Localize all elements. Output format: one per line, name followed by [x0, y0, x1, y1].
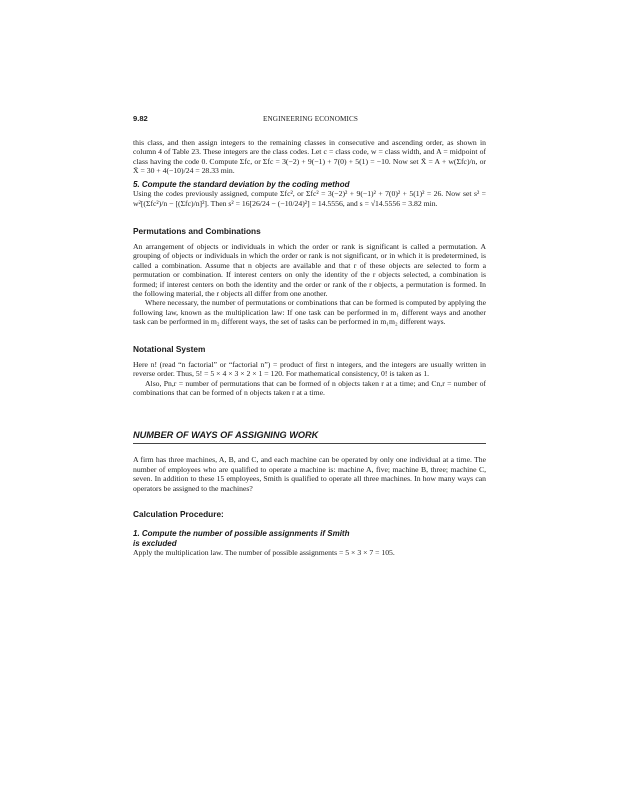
notation-paragraph-2: Also, Pn,r = number of permutations that can be formed of n objects taken r at a time; and Cn,r = number of combinations that can be formed of n objects taken r at a time.: [133, 378, 486, 397]
permutations-paragraph-2: Where necessary, the number of permutations or combinations that can be formed is computed by applying the following law, known as the multiplication law: If one task can be performed in m₁ different ways and another task can be performed in m₂ different ways, the set of tasks can be performed in m₁m₂ different ways.: [133, 298, 486, 327]
page-header: [133, 113, 488, 125]
page-number: 9.82: [133, 114, 148, 123]
section-heading: NUMBER OF WAYS OF ASSIGNING WORK: [133, 430, 319, 441]
step-5-heading: 5. Compute the standard deviation by the coding method: [133, 179, 350, 189]
intro-paragraph: this class, and then assign integers to the remaining classes in consecutive and ascending order, as shown in column 4 of Table 23. These integers are the class codes. Let c = class code, w = class width, and A = midpoint of class having the code 0. Compute Σfc, or Σfc = 3(−2) + 9(−1) + 7(0) + 5(1) = −10. Now set X̄ = A + w(Σfc)/n, or X̄ = 30 + 4(−10)/24 = 28.33 min.: [133, 138, 486, 176]
notation-heading: Notational System: [133, 343, 206, 354]
step-1-heading-line-2: is excluded: [133, 538, 177, 548]
permutations-paragraph-1: An arrangement of objects or individuals in which the order or rank is significant is called a permutation. A grouping of objects or individuals in which the order or rank is not significant, or in which it is predetermined, is called a combination. Assume that n objects are available and that r of these objects are selected to form a permutation or combination. If interest centers on only the identity of the r objects selected, a combination is formed; if interest centers on both the identity and the order or rank of the r objects, a permutation is formed. In the following material, the r objects all differ from one another.: [133, 242, 486, 299]
work-paragraph: A firm has three machines, A, B, and C, and each machine can be operated by only one individual at a time. The number of employees who are qualified to operate a machine is: machine A, five; machine B, three; machine C, seven. In addition to these 15 employees, Smith is qualified to operate all three machines. In how many ways can operators be assigned to the machines?: [133, 455, 486, 493]
step-1-heading-line-1: 1. Compute the number of possible assignments if Smith: [133, 528, 350, 538]
page-body: [133, 138, 486, 558]
running-title: ENGINEERING ECONOMICS: [263, 115, 358, 123]
permutations-heading: Permutations and Combinations: [133, 226, 261, 237]
step-1-paragraph: Apply the multiplication law. The number of possible assignments = 5 × 3 × 7 = 105.: [133, 548, 395, 558]
notation-paragraph-1: Here n! (read “n factorial” or “factorial n”) = product of first n integers, and the integers are usually written in reverse order. Thus, 5! = 5 × 4 × 3 × 2 × 1 = 120. For mathematical consistency, 0! is taken as 1.: [133, 359, 486, 379]
step-5-paragraph: Using the codes previously assigned, compute Σfc², or Σfc² = 3(−2)² + 9(−1)² + 7(0)² + 5(1)² = 26. Now set s² = w²[(Σfc²)/n − [(Σfc)/n]²]. Then s² = 16[26/24 − (−10/24)²] = 14.5556, and s = √14.5556 = 3.82 min.: [133, 189, 486, 208]
section-rule: [133, 443, 486, 444]
calculation-heading: Calculation Procedure:: [133, 508, 224, 519]
